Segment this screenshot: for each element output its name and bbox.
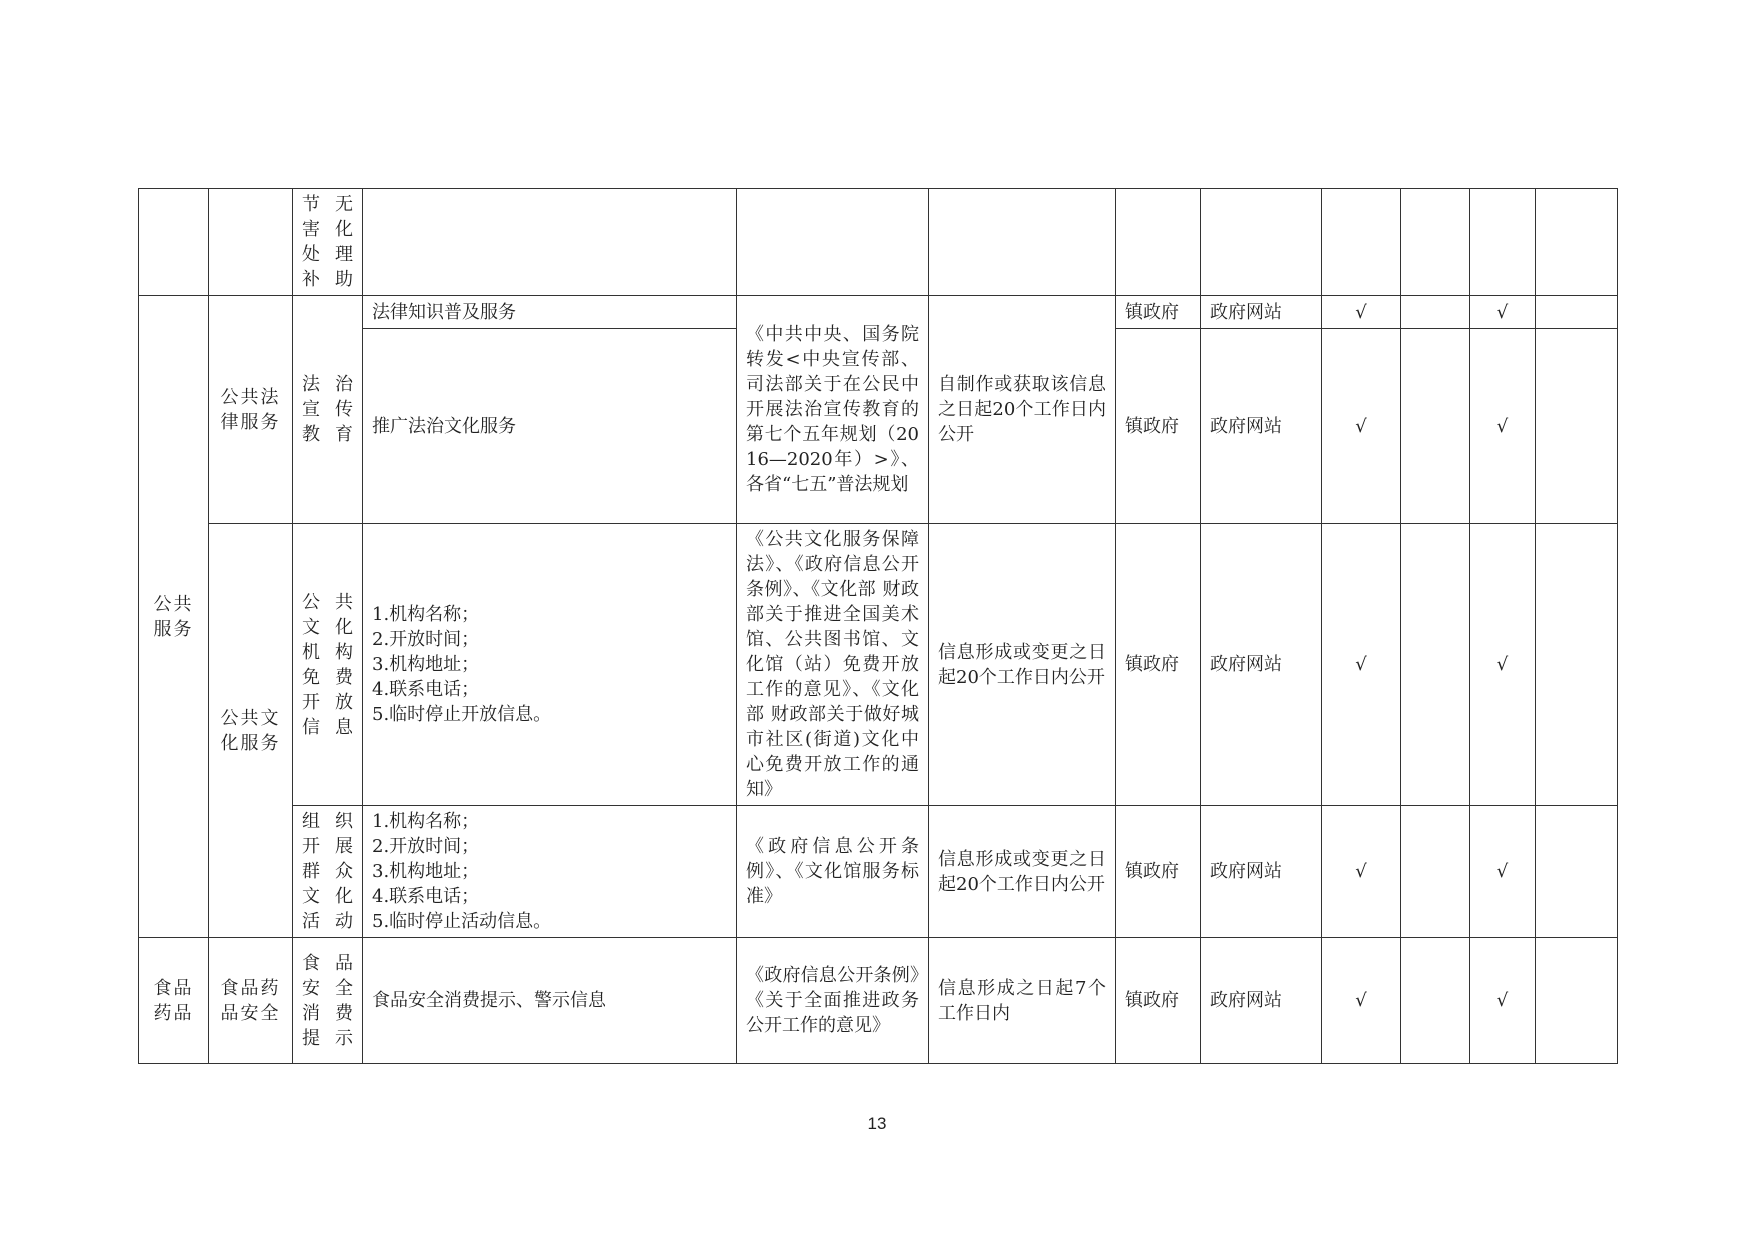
mark-cell: √ (1470, 296, 1536, 329)
content-line: 4.联系电话； (372, 886, 480, 907)
mark-cell: √ (1322, 329, 1401, 524)
mark-cell (1536, 296, 1618, 329)
category-cell: 食品药品 (139, 938, 209, 1064)
mark-cell (1536, 189, 1618, 296)
table-row (139, 524, 1618, 806)
item-cell: 组织开展群众文化活动 (293, 806, 363, 938)
item-cell: 公共文化机构免费开放信息 (293, 524, 363, 806)
content-line: 3.机构地址； (372, 654, 480, 675)
subcategory-cell (209, 189, 293, 296)
subcategory-cell: 公共文化服务 (209, 524, 293, 938)
content-cell (363, 524, 737, 806)
content-line: 2.开放时间； (372, 629, 480, 650)
mark-cell: √ (1470, 938, 1536, 1064)
basis-cell (737, 189, 929, 296)
item-cell: 节无害化处理补助 (293, 189, 363, 296)
content-cell (363, 938, 737, 1064)
mark-cell (1536, 329, 1618, 524)
timing-cell: 自制作或获取该信息之日起20个工作日内公开 (929, 296, 1116, 524)
mark-cell (1536, 938, 1618, 1064)
basis-cell: 《公共文化服务保障法》、《政府信息公开条例》、《文化部 财政部关于推进全国美术馆、公共图书馆、文化馆（站）免费开放工作的意见》、《文化部 财政部关于做好城市社区(街道)文化中心免费开放工作的通知》 (737, 524, 929, 806)
subject-cell: 镇政府 (1116, 524, 1201, 806)
subject-cell: 镇政府 (1116, 296, 1201, 329)
content-line: 食品安全消费提示、警示信息 (372, 990, 606, 1011)
channel-cell: 政府网站 (1201, 329, 1322, 524)
basis-cell: 《政府信息公开条例》、《文化馆服务标准》 (737, 806, 929, 938)
mark-cell (1401, 329, 1470, 524)
item-cell: 法治宣传教育 (293, 296, 363, 524)
mark-cell (1401, 938, 1470, 1064)
channel-cell: 政府网站 (1201, 806, 1322, 938)
timing-cell: 信息形成或变更之日起20个工作日内公开 (929, 524, 1116, 806)
mark-cell (1401, 806, 1470, 938)
subject-cell (1116, 189, 1201, 296)
subcategory-cell: 公共法律服务 (209, 296, 293, 524)
mark-cell (1536, 524, 1618, 806)
content-line: 4.联系电话； (372, 679, 480, 700)
mark-cell: √ (1322, 806, 1401, 938)
category-cell (139, 189, 209, 296)
content-line: 5.临时停止活动信息。 (372, 911, 552, 932)
content-line: 推广法治文化服务 (372, 415, 516, 437)
mark-cell (1401, 524, 1470, 806)
mark-cell: √ (1322, 524, 1401, 806)
content-line: 3.机构地址； (372, 861, 480, 882)
mark-cell (1470, 189, 1536, 296)
content-cell (363, 329, 737, 524)
basis-cell: 《政府信息公开条例》《关于全面推进政务公开工作的意见》 (737, 938, 929, 1064)
subcategory-cell: 食品药品安全 (209, 938, 293, 1064)
channel-cell: 政府网站 (1201, 938, 1322, 1064)
category-cell: 公共服务 (139, 296, 209, 938)
mark-cell: √ (1470, 524, 1536, 806)
content-line: 2.开放时间； (372, 836, 480, 857)
mark-cell: √ (1470, 329, 1536, 524)
subject-cell: 镇政府 (1116, 329, 1201, 524)
content-cell (363, 189, 737, 296)
table-row (139, 806, 1618, 938)
subject-cell: 镇政府 (1116, 806, 1201, 938)
table-row (139, 296, 1618, 329)
mark-cell (1322, 189, 1401, 296)
timing-cell (929, 189, 1116, 296)
mark-cell: √ (1322, 938, 1401, 1064)
channel-cell: 政府网站 (1201, 296, 1322, 329)
table-row (139, 938, 1618, 1064)
content-cell (363, 296, 737, 329)
mark-cell: √ (1322, 296, 1401, 329)
table-row (139, 189, 1618, 296)
content-line: 5.临时停止开放信息。 (372, 704, 552, 725)
mark-cell (1536, 806, 1618, 938)
mark-cell: √ (1470, 806, 1536, 938)
content-cell (363, 806, 737, 938)
subject-cell: 镇政府 (1116, 938, 1201, 1064)
mark-cell (1401, 189, 1470, 296)
content-line: 法律知识普及服务 (372, 301, 516, 323)
page-number: 13 (867, 1114, 887, 1133)
mark-cell (1401, 296, 1470, 329)
timing-cell: 信息形成或变更之日起20个工作日内公开 (929, 806, 1116, 938)
channel-cell (1201, 189, 1322, 296)
content-line: 1.机构名称； (372, 604, 480, 625)
disclosure-table (138, 188, 1618, 1064)
timing-cell: 信息形成之日起7个工作日内 (929, 938, 1116, 1064)
basis-cell: 《中共中央、国务院转发<中央宣传部、司法部关于在公民中开展法治宣传教育的第七个五年规划（2016—2020年）>》、各省“七五”普法规划 (737, 296, 929, 524)
channel-cell: 政府网站 (1201, 524, 1322, 806)
content-line: 1.机构名称； (372, 811, 480, 832)
item-cell: 食品安全消费提示 (293, 938, 363, 1064)
